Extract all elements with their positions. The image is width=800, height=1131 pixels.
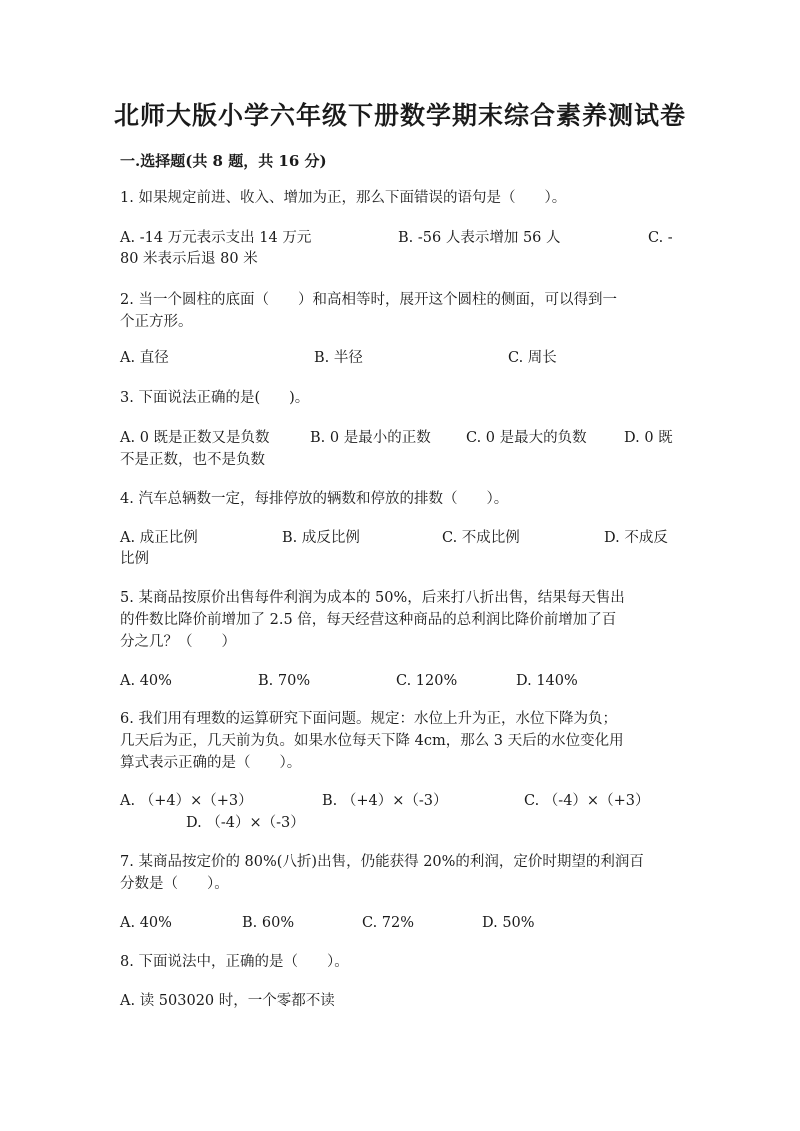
q3-options [120, 427, 680, 449]
q1-option-c: C. - [648, 230, 673, 246]
q7-options [120, 912, 680, 934]
section-heading: 一.选择题(共 8 题，共 16 分) [120, 152, 327, 170]
q5-options [120, 670, 680, 692]
q5-option-b: B. 70% [258, 673, 311, 689]
q6-options-row2 [120, 812, 680, 834]
exam-title: 北师大版小学六年级下册数学期末综合素养测试卷 [113, 101, 686, 130]
q2-stem-line1: 2. 当一个圆柱的底面（ ）和高相等时，展开这个圆柱的侧面，可以得到一 [120, 292, 617, 308]
q5-stem-line2: 的件数比降价前增加了 2.5 倍，每天经营这种商品的总利润比降价前增加了百 [120, 612, 617, 628]
q3-option-c: C. 0 是最大的负数 [466, 430, 587, 446]
q1-option-a: A. -14 万元表示支出 14 万元 [120, 230, 312, 246]
q2-option-a: A. 直径 [120, 350, 169, 366]
q4-stem: 4. 汽车总辆数一定，每排停放的辆数和停放的排数（ ）。 [120, 491, 509, 507]
q2-stem-line2: 个正方形。 [120, 314, 193, 330]
q1-stem: 1. 如果规定前进、收入、增加为正，那么下面错误的语句是（ ）。 [120, 190, 567, 206]
q6-option-a: A. （+4）×（+3） [120, 793, 253, 809]
q4-option-d: D. 不成反 [604, 530, 668, 546]
q6-option-b: B. （+4）×（-3） [322, 793, 448, 809]
q6-stem-line3: 算式表示正确的是（ ）。 [120, 755, 302, 771]
q6-options [120, 790, 680, 812]
q3-option-b: B. 0 是最小的正数 [310, 430, 431, 446]
q8-option-a: A. 读 503020 时，一个零都不读 [120, 993, 335, 1009]
q8-options [120, 990, 680, 1012]
q2-options [120, 347, 680, 369]
q6-stem-line1: 6. 我们用有理数的运算研究下面问题。规定：水位上升为正，水位下降为负； [120, 711, 617, 727]
q6-option-d: D. （-4）×（-3） [186, 815, 305, 831]
q7-stem-line1: 7. 某商品按定价的 80%(八折)出售，仍能获得 20%的利润，定价时期望的利润百 [120, 854, 644, 870]
q7-option-c: C. 72% [362, 915, 415, 931]
q5-option-d: D. 140% [516, 673, 578, 689]
q3-stem: 3. 下面说法正确的是( )。 [120, 390, 310, 406]
q3-option-d-cont: 不是正数，也不是负数 [120, 452, 265, 468]
q3-option-a: A. 0 既是正数又是负数 [120, 430, 270, 446]
q6-option-c: C. （-4）×（+3） [524, 793, 650, 809]
q2-option-b: B. 半径 [314, 350, 363, 366]
q7-option-d: D. 50% [482, 915, 535, 931]
q5-option-a: A. 40% [120, 673, 172, 689]
q5-option-c: C. 120% [396, 673, 458, 689]
q1-option-c-cont: 80 米表示后退 80 米 [120, 251, 258, 267]
q6-stem-line2: 几天后为正，几天前为负。如果水位每天下降 4cm，那么 3 天后的水位变化用 [120, 733, 624, 749]
q3-option-d: D. 0 既 [624, 430, 673, 446]
q4-option-d-cont: 比例 [120, 551, 149, 567]
q4-option-b: B. 成反比例 [282, 530, 360, 546]
q5-stem-line3: 分之几？（ ） [120, 634, 236, 650]
q1-option-b: B. -56 人表示增加 56 人 [398, 230, 561, 246]
q5-stem-line1: 5. 某商品按原价出售每件利润为成本的 50%，后来打八折出售，结果每天售出 [120, 590, 625, 606]
q7-option-b: B. 60% [242, 915, 295, 931]
q4-option-a: A. 成正比例 [120, 530, 198, 546]
q8-stem: 8. 下面说法中，正确的是（ ）。 [120, 954, 349, 970]
q1-options [120, 227, 680, 249]
q4-option-c: C. 不成比例 [442, 530, 520, 546]
q7-stem-line2: 分数是（ ）。 [120, 876, 229, 892]
q4-options [120, 527, 680, 549]
q2-option-c: C. 周长 [508, 350, 557, 366]
q7-option-a: A. 40% [120, 915, 172, 931]
